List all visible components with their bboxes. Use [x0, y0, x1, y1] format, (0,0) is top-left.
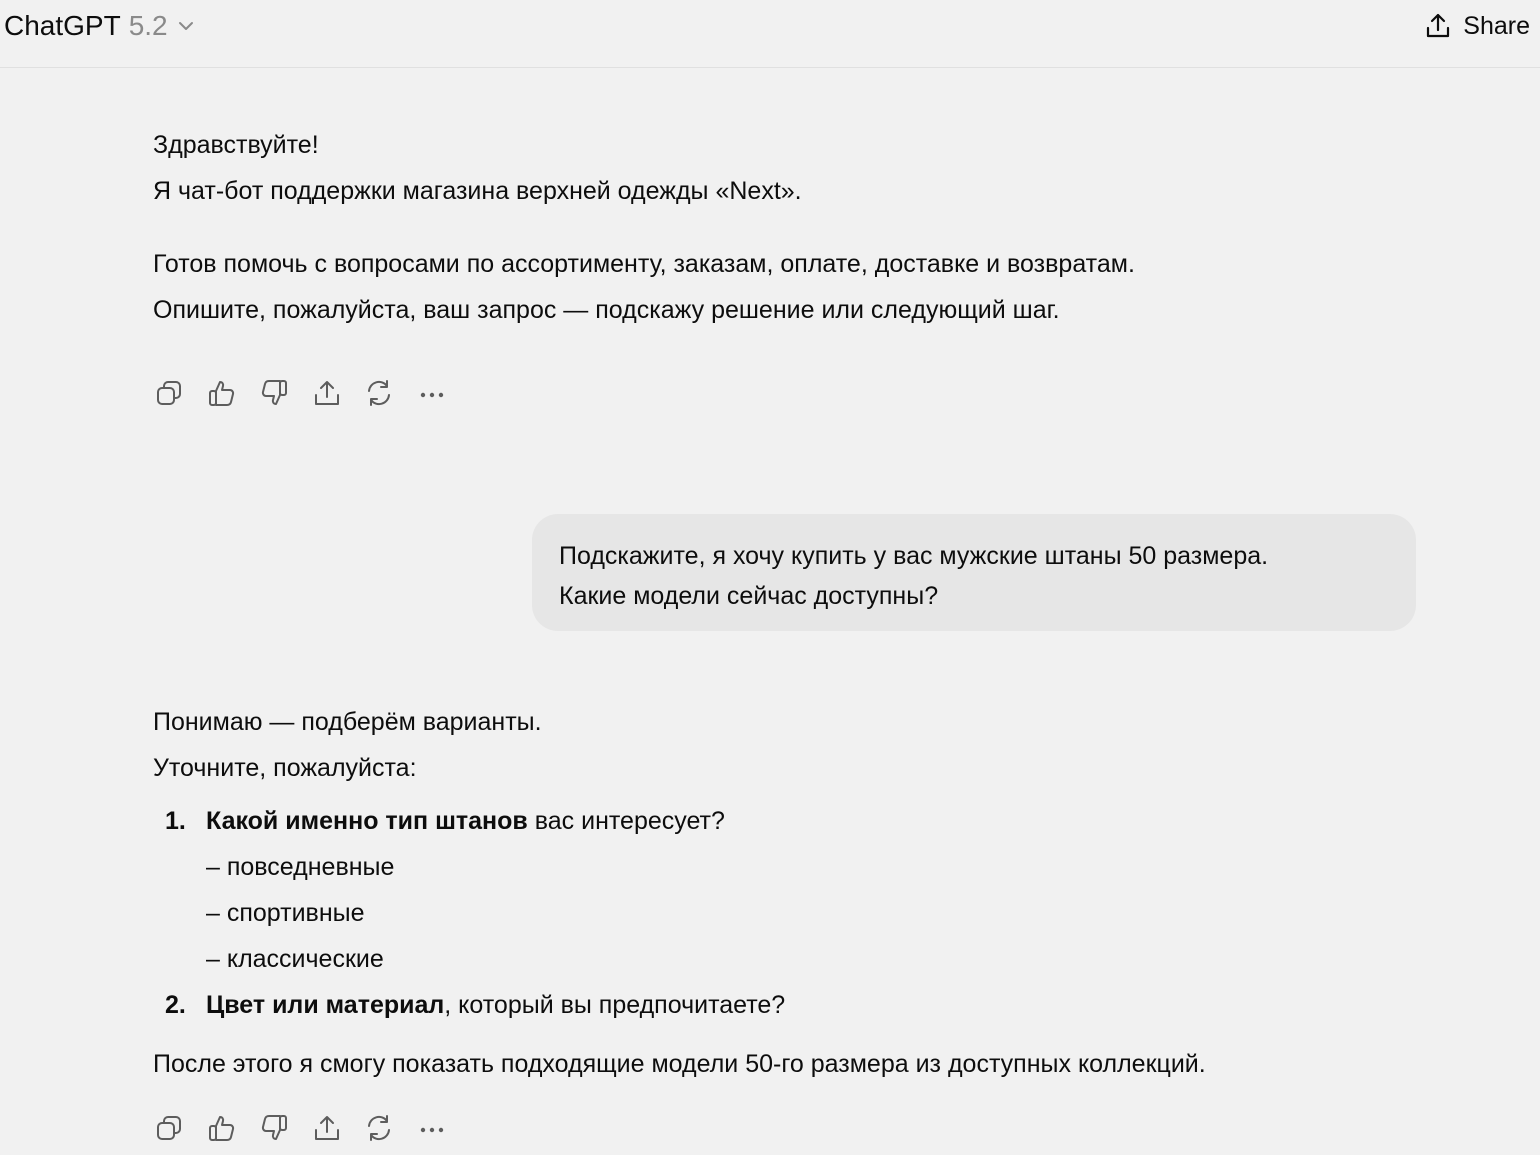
- message-action-bar: [152, 376, 467, 410]
- user-message-bubble: [532, 514, 1416, 631]
- regenerate-icon: [364, 378, 394, 408]
- list-subitem: – повседневные: [206, 853, 395, 881]
- thumbs-up-button[interactable]: [205, 1111, 239, 1145]
- more-icon: [417, 1113, 447, 1143]
- assistant-message-line: Понимаю — подберём варианты.: [153, 708, 542, 736]
- thumbs-up-icon: [207, 378, 237, 408]
- list-item-text: вас интересует?: [527, 807, 725, 835]
- regenerate-button[interactable]: [362, 376, 396, 410]
- model-version: 5.2: [128, 10, 168, 41]
- assistant-message-line: Готов помочь с вопросами по ассортименту, заказам, оплате, доставке и возвратам.: [153, 250, 1135, 278]
- list-item-text: , который вы предпочитаете?: [444, 991, 786, 1019]
- regenerate-button[interactable]: [362, 1111, 396, 1145]
- assistant-message-line: Уточните, пожалуйста:: [153, 754, 417, 782]
- thumbs-up-icon: [207, 1113, 237, 1143]
- list-subitem: – классические: [206, 945, 384, 973]
- message-action-bar: [152, 1111, 467, 1145]
- assistant-message-line: После этого я смогу показать подходящие модели 50-го размера из доступных коллекций.: [153, 1050, 1206, 1078]
- chevron-down-icon: [176, 16, 196, 36]
- regenerate-icon: [364, 1113, 394, 1143]
- share-label: Share: [1463, 11, 1530, 40]
- top-bar: [0, 0, 1540, 68]
- model-selector[interactable]: [4, 6, 196, 46]
- more-options-button[interactable]: [415, 1111, 449, 1145]
- list-subitem: – спортивные: [206, 899, 365, 927]
- assistant-message-line: Я чат-бот поддержки магазина верхней одежды «Next».: [153, 177, 802, 205]
- user-message-line: Подскажите, я хочу купить у вас мужские штаны 50 размера.: [559, 542, 1269, 570]
- user-message-line: Какие модели сейчас доступны?: [559, 582, 939, 610]
- thumbs-down-icon: [259, 1113, 289, 1143]
- copy-icon: [154, 1113, 184, 1143]
- share-icon: [312, 1113, 342, 1143]
- list-item-bold: Цвет или материал: [206, 991, 445, 1019]
- share-button[interactable]: [1425, 6, 1530, 46]
- share-icon: [312, 378, 342, 408]
- share-message-button[interactable]: [310, 1111, 344, 1145]
- thumbs-down-icon: [259, 378, 289, 408]
- list-item: [206, 806, 725, 836]
- copy-icon: [154, 378, 184, 408]
- list-item-number: 2.: [165, 991, 186, 1019]
- copy-button[interactable]: [152, 376, 186, 410]
- more-options-button[interactable]: [415, 376, 449, 410]
- copy-button[interactable]: [152, 1111, 186, 1145]
- list-item-bold: Какой именно тип штанов: [206, 807, 528, 835]
- share-message-button[interactable]: [310, 376, 344, 410]
- list-item: [206, 990, 785, 1020]
- thumbs-up-button[interactable]: [205, 376, 239, 410]
- assistant-message-line: Здравствуйте!: [153, 131, 319, 159]
- list-item-number: 1.: [165, 807, 186, 835]
- thumbs-down-button[interactable]: [257, 376, 291, 410]
- more-icon: [417, 378, 447, 408]
- assistant-message-line: Опишите, пожалуйста, ваш запрос — подскажу решение или следующий шаг.: [153, 296, 1060, 324]
- model-name: ChatGPT: [4, 10, 121, 41]
- share-icon: [1425, 12, 1451, 40]
- thumbs-down-button[interactable]: [257, 1111, 291, 1145]
